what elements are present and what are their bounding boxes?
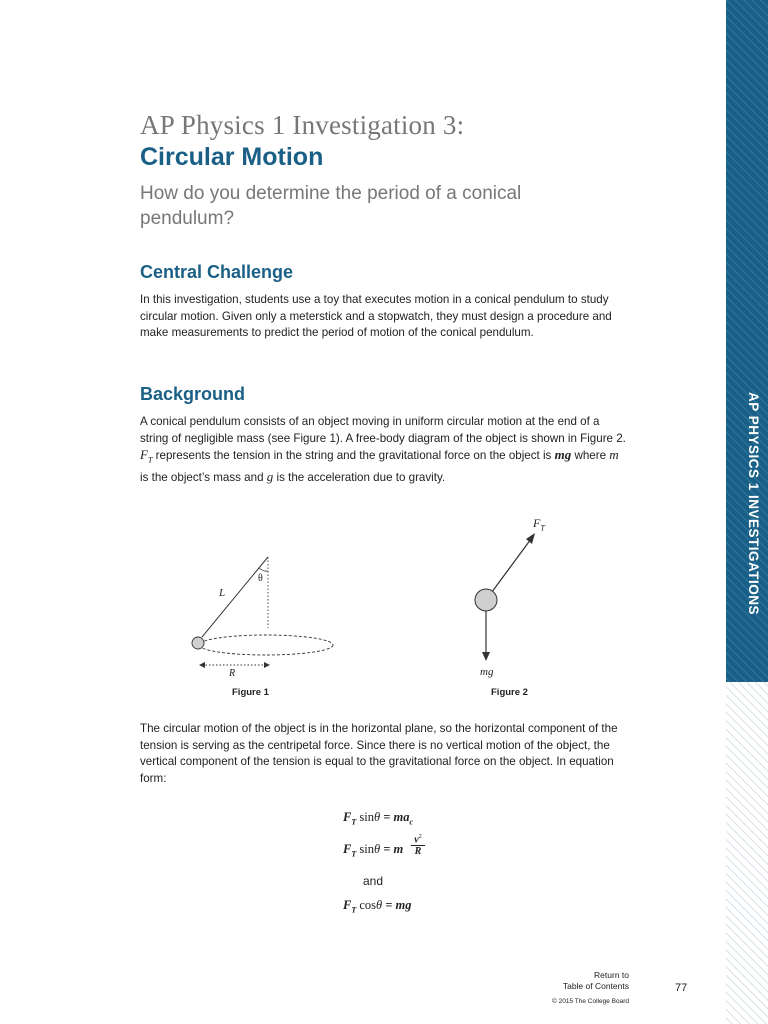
- central-challenge-heading: Central Challenge: [140, 262, 294, 282]
- central-challenge-text: In this investigation, students use a toy that executes motion in a conical pendulum to study circular motion. Given only a meterstick and a stopwatch, they must design a procedure and make measurements to predict the period of motion of the conical pendulum.: [140, 293, 612, 339]
- tension-arrowhead: [526, 533, 535, 544]
- mg-symbol: mg: [554, 447, 572, 462]
- text-segment: represents the tension in the string and the gravitational force on the object is: [155, 449, 552, 462]
- return-line1: Return to: [594, 970, 629, 980]
- text-segment: is the acceleration due to gravity.: [276, 471, 446, 485]
- label-theta: θ: [258, 573, 263, 584]
- radius-arrow-right: [264, 662, 270, 668]
- equation-2-fraction: $v^2$ R: [411, 832, 425, 857]
- sidebar-label: AP PHYSICS 1 INVESTIGATIONS: [746, 392, 761, 616]
- text-segment: is the object’s mass and: [140, 471, 264, 485]
- equation-and: and: [363, 874, 384, 888]
- return-line2: Table of Contents: [562, 981, 629, 991]
- page-title-line2: Circular Motion: [140, 143, 324, 171]
- equation-2: $F_T$ sinθ = m: [343, 842, 404, 859]
- equation-3: $F_T$ cosθ = mg: [343, 898, 412, 915]
- page-subtitle: How do you determine the period of a conical pendulum?: [140, 183, 522, 229]
- g-symbol: g: [266, 469, 274, 485]
- label-R: R: [229, 668, 236, 679]
- sidebar-gray-band: [726, 682, 768, 1024]
- label-mg: mg: [480, 666, 494, 678]
- figure1-caption: Figure 1: [232, 687, 269, 698]
- m-symbol: m: [609, 447, 619, 462]
- page-number: 77: [675, 982, 688, 994]
- figure2-caption: Figure 2: [491, 687, 528, 698]
- theta-arc: [259, 568, 268, 571]
- background-paragraph-2: The circular motion of the object is in the horizontal plane, so the horizontal component of the tension is serving as the centripetal force. Since there is no vertical motion of the object, the vertical component of the tension is equal to the gravitational force on the object. In equation form:: [140, 722, 618, 785]
- circular-path: [199, 635, 333, 655]
- label-FT: $F_T$: [533, 516, 545, 533]
- pendulum-bob: [192, 637, 204, 649]
- weight-arrowhead: [482, 652, 490, 661]
- label-L: L: [219, 587, 226, 599]
- return-to-contents-link[interactable]: [535, 970, 629, 992]
- figure2-diagram: [475, 533, 535, 661]
- pendulum-string: [202, 557, 268, 637]
- radius-arrow-left: [199, 662, 205, 668]
- page-title-line1: AP Physics 1 Investigation 3:: [140, 110, 465, 140]
- object-mass: [475, 589, 497, 611]
- background-heading: Background: [140, 384, 246, 404]
- text-segment: where: [574, 449, 607, 462]
- ft-symbol: $F_T$: [140, 447, 153, 465]
- text-segment: A conical pendulum consists of an object moving in uniform circular motion at the end of a string of negligible mass (see Figure 1). A free-body diagram of the object is shown in Figure 2.: [140, 415, 626, 445]
- copyright-notice: © 2015 The College Board: [552, 998, 629, 1005]
- equation-1: $F_T$ $\sin\theta = ma_c$: [343, 810, 414, 827]
